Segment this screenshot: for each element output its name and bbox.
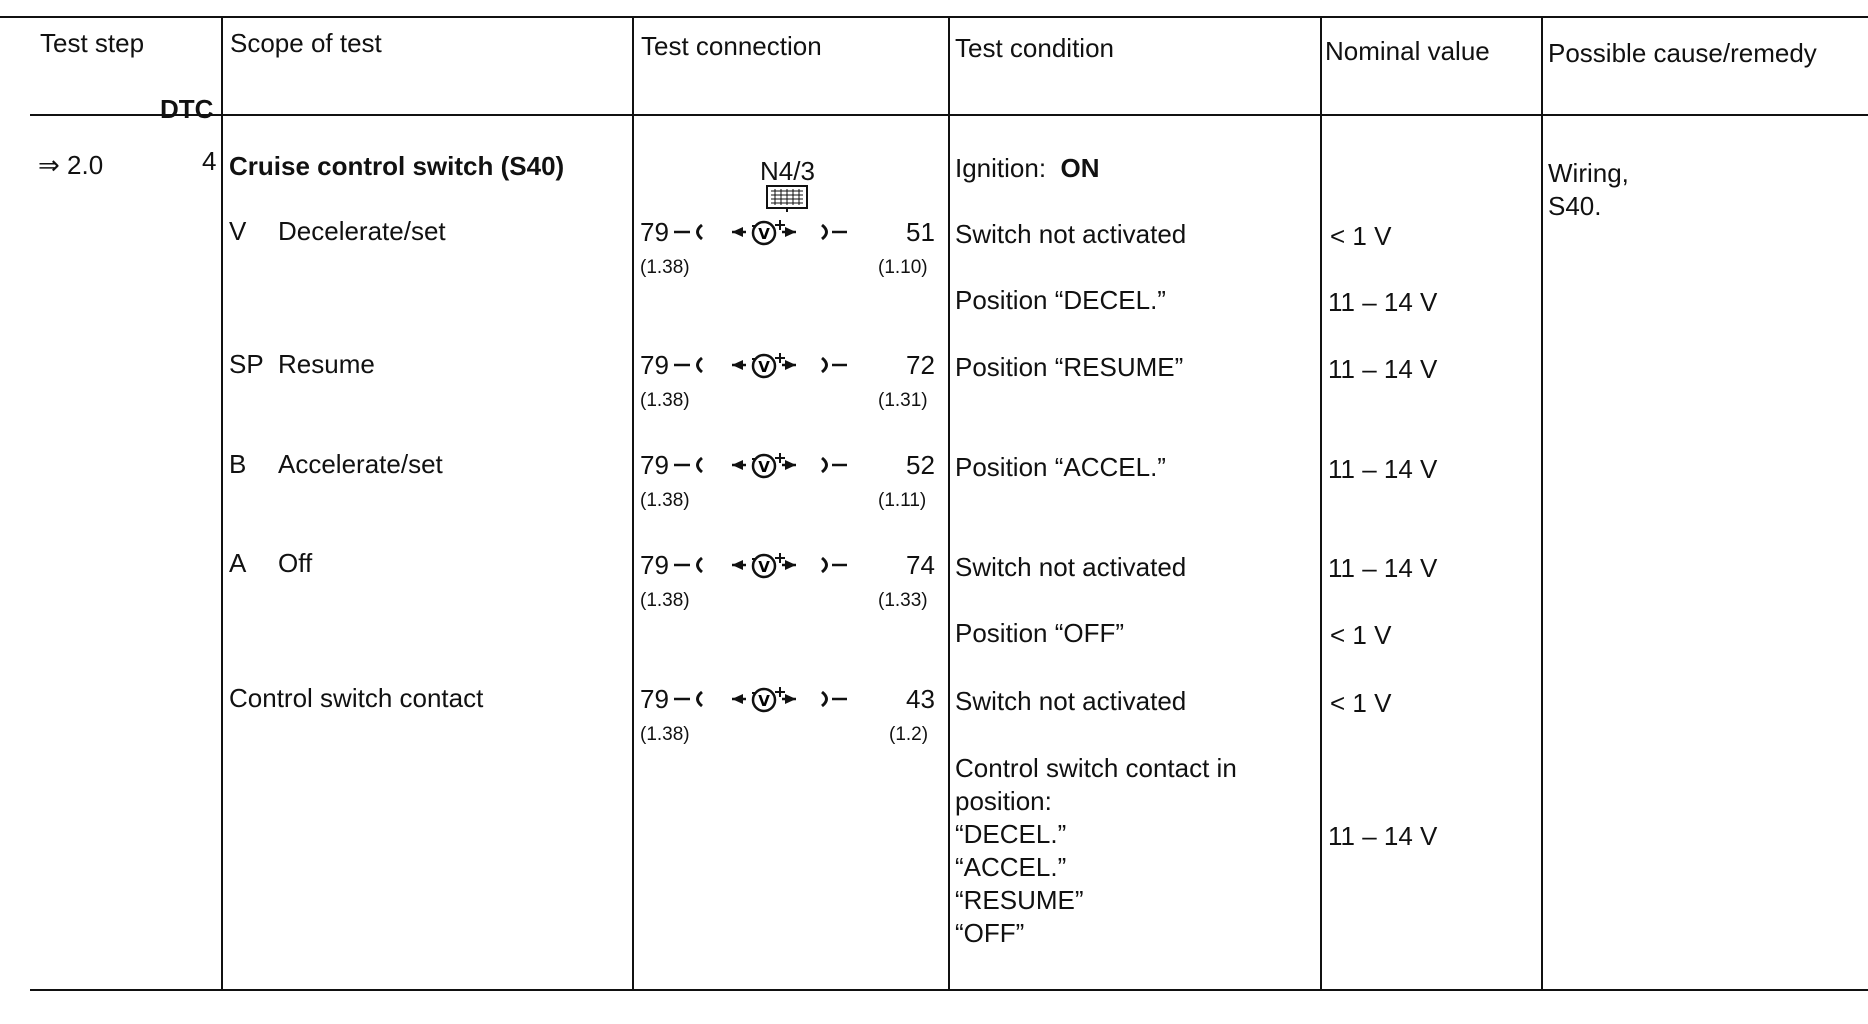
- nominal-value: 11 – 14 V: [1328, 354, 1438, 384]
- ref-right: (1.31): [878, 390, 928, 411]
- pin-right: 52: [906, 450, 935, 480]
- ref-right: (1.2): [889, 724, 929, 745]
- pin-left: 79: [640, 684, 669, 714]
- header-scope: Scope of test: [230, 28, 382, 58]
- svg-text:V: V: [758, 358, 770, 376]
- ref-left: (1.38): [640, 724, 690, 745]
- column-divider: [632, 16, 634, 991]
- subtest-label: Resume: [278, 349, 375, 379]
- pin-right: 51: [906, 217, 935, 247]
- subtest-label: Accelerate/set: [278, 449, 443, 479]
- condition-text: Position “OFF”: [955, 618, 1125, 648]
- ignition-state: ON: [1060, 153, 1100, 183]
- voltmeter-icon: [672, 450, 882, 480]
- voltmeter-icon: [672, 350, 882, 380]
- nominal-value: < 1 V: [1330, 221, 1392, 251]
- column-divider: [1320, 16, 1322, 991]
- pin-left: 79: [640, 217, 669, 247]
- dtc-code: 4: [202, 146, 217, 176]
- ref-left: (1.38): [640, 390, 690, 411]
- ref-right: (1.11): [878, 490, 927, 511]
- ignition-label: Ignition:: [955, 153, 1047, 183]
- header-remedy: Possible cause/remedy: [1548, 38, 1817, 68]
- header-nominal: Nominal value: [1325, 36, 1490, 66]
- condition-text: Control switch contact in position: “DECEL.” “ACCEL.” “RESUME” “OFF”: [955, 753, 1237, 948]
- header-connection: Test connection: [641, 31, 822, 61]
- header-dtc: DTC: [160, 94, 214, 124]
- nominal-value: 11 – 14 V: [1328, 553, 1438, 583]
- step-title: Cruise control switch (S40): [229, 151, 565, 181]
- ref-right: (1.33): [878, 590, 928, 611]
- subtest-label: Off: [278, 548, 313, 578]
- pin-right: 72: [906, 350, 935, 380]
- condition-text: Switch not activated: [955, 219, 1187, 249]
- pin-left: 79: [640, 450, 669, 480]
- header-condition: Test condition: [955, 33, 1114, 63]
- ref-left: (1.38): [640, 257, 690, 278]
- connector-icon: [765, 184, 809, 212]
- column-divider: [948, 16, 950, 991]
- voltmeter-icon: [672, 217, 882, 247]
- pin-left: 79: [640, 550, 669, 580]
- voltmeter-icon: [672, 550, 882, 580]
- connector-label: N4/3: [760, 156, 815, 186]
- subtest-label: Control switch contact: [229, 683, 484, 713]
- subtest-label: Decelerate/set: [278, 216, 446, 246]
- svg-text:V: V: [758, 225, 770, 243]
- subtest-code: V: [229, 216, 247, 246]
- nominal-value: < 1 V: [1330, 688, 1392, 718]
- nominal-value: 11 – 14 V: [1328, 454, 1438, 484]
- ref-left: (1.38): [640, 590, 690, 611]
- pin-right: 74: [906, 550, 935, 580]
- pin-right: 43: [906, 684, 935, 714]
- ref-right: (1.10): [878, 257, 928, 278]
- column-divider: [1541, 16, 1543, 991]
- header-test-step: Test step: [40, 28, 145, 58]
- ignition-condition: [955, 153, 1100, 183]
- step-number: ⇒ 2.0: [38, 150, 104, 180]
- subtest-code: A: [229, 548, 247, 578]
- nominal-value: 11 – 14 V: [1328, 287, 1438, 317]
- column-divider: [221, 16, 223, 991]
- condition-text: Switch not activated: [955, 552, 1187, 582]
- nominal-value: < 1 V: [1330, 620, 1392, 650]
- nominal-value: 11 – 14 V: [1328, 821, 1438, 851]
- condition-text: Position “DECEL.”: [955, 285, 1166, 315]
- condition-text: Position “RESUME”: [955, 352, 1184, 382]
- condition-text: Switch not activated: [955, 686, 1187, 716]
- ref-left: (1.38): [640, 490, 690, 511]
- svg-text:V: V: [758, 692, 770, 710]
- table-top-rule: [0, 16, 1868, 18]
- voltmeter-icon: [672, 684, 882, 714]
- subtest-code: SP: [229, 349, 264, 379]
- condition-text: Position “ACCEL.”: [955, 452, 1166, 482]
- svg-text:V: V: [758, 558, 770, 576]
- subtest-code: B: [229, 449, 247, 479]
- remedy-text: Wiring, S40.: [1548, 158, 1629, 221]
- pin-left: 79: [640, 350, 669, 380]
- svg-text:V: V: [758, 458, 770, 476]
